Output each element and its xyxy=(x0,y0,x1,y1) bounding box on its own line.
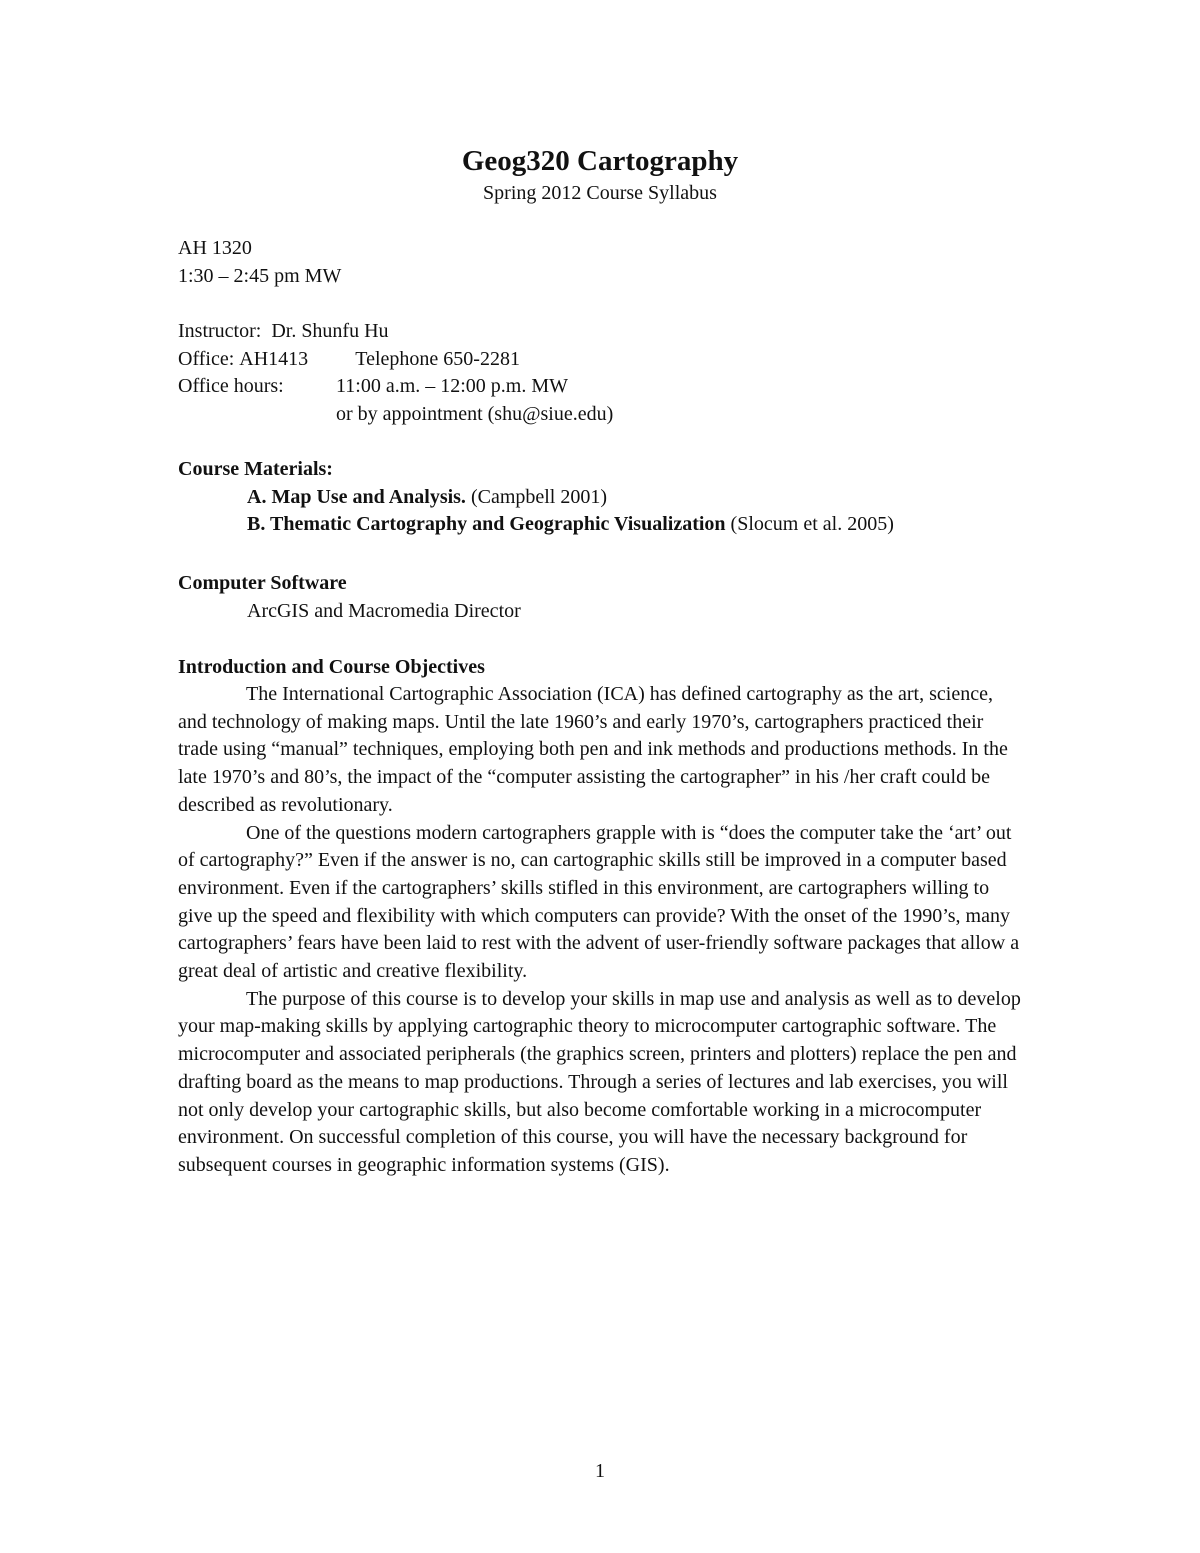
material-a-title: A. Map Use and Analysis. xyxy=(247,485,466,508)
material-a-reference: (Campbell 2001) xyxy=(465,485,608,508)
course-materials-heading: Course Materials: xyxy=(178,458,333,480)
page-number: 1 xyxy=(595,1460,605,1482)
instructor-label: Instructor: xyxy=(178,320,262,342)
software-block xyxy=(178,570,1038,625)
class-room: AH 1320 xyxy=(178,237,252,259)
intro-paragraph: The purpose of this course is to develop your skills in map use and analysis as well as to develop your map-making skills by applying cartographic theory to microcomputer cartographic software. The microcomputer and associated peripherals (the graphics screen, printers and plotters) replace the pen and drafting board as the means to map productions. Through a series of lectures and lab exercises, you will not only develop your cartographic skills, but also become comfortable working in a microcomputer environment. On successful completion of this course, you will have the necessary background for subsequent courses in geographic information systems (GIS). xyxy=(178,987,1021,1176)
class-location-block xyxy=(178,235,1038,290)
instructor-line xyxy=(178,318,1038,346)
document-title: Geog320 Cartography xyxy=(461,145,739,177)
course-materials-block xyxy=(178,456,1038,539)
introduction-heading: Introduction and Course Objectives xyxy=(178,656,485,678)
appointment-line: or by appointment (shu@siue.edu) xyxy=(336,402,614,425)
office-label: Office: xyxy=(178,347,235,370)
material-item-b xyxy=(178,511,1038,539)
material-item-a xyxy=(178,484,1038,512)
office-hours-label: Office hours: xyxy=(178,375,284,398)
material-b-reference: (Slocum et al. 2005) xyxy=(725,513,894,536)
office-room: AH1413 xyxy=(239,347,309,370)
document-subtitle: Spring 2012 Course Syllabus xyxy=(483,182,717,204)
software-text: ArcGIS and Macromedia Director xyxy=(247,599,521,622)
instructor-block xyxy=(178,318,1038,428)
office-hours: 11:00 a.m. – 12:00 p.m. MW xyxy=(336,375,569,398)
instructor-name: Dr. Shunfu Hu xyxy=(271,320,389,342)
software-heading: Computer Software xyxy=(178,572,347,594)
introduction-body xyxy=(178,681,1023,1180)
office-line xyxy=(178,346,1038,374)
intro-paragraph: The International Cartographic Association (ICA) has defined cartography as the art, science, and technology of making maps. Until the late 1960’s and early 1970’s, cartographers practiced their trade using “manual” techniques, employing both pen and ink methods and productions methods. In the late 1970’s and 80’s, the impact of the “computer assisting the cartographer” in his /her craft could be described as revolutionary. xyxy=(178,683,1008,816)
intro-paragraph: One of the questions modern cartographers grapple with is “does the computer take the ‘art’ out of cartography?” Even if the answer is no, can cartographic skills still be improved in a computer based environment. Even if the cartographers’ skills stifled in this environment, are cartographers willing to give up the speed and flexibility with which computers can provide? With the onset of the 1990’s, many cartographers’ fears have been laid to rest with the advent of user-friendly software packages that allow a great deal of artistic and creative flexibility. xyxy=(178,821,1020,983)
material-b-title: B. Thematic Cartography and Geographic Visualization xyxy=(247,513,726,536)
telephone: Telephone 650-2281 xyxy=(355,347,520,370)
office-hours-line xyxy=(178,373,1038,401)
class-time: 1:30 – 2:45 pm MW xyxy=(178,264,342,287)
